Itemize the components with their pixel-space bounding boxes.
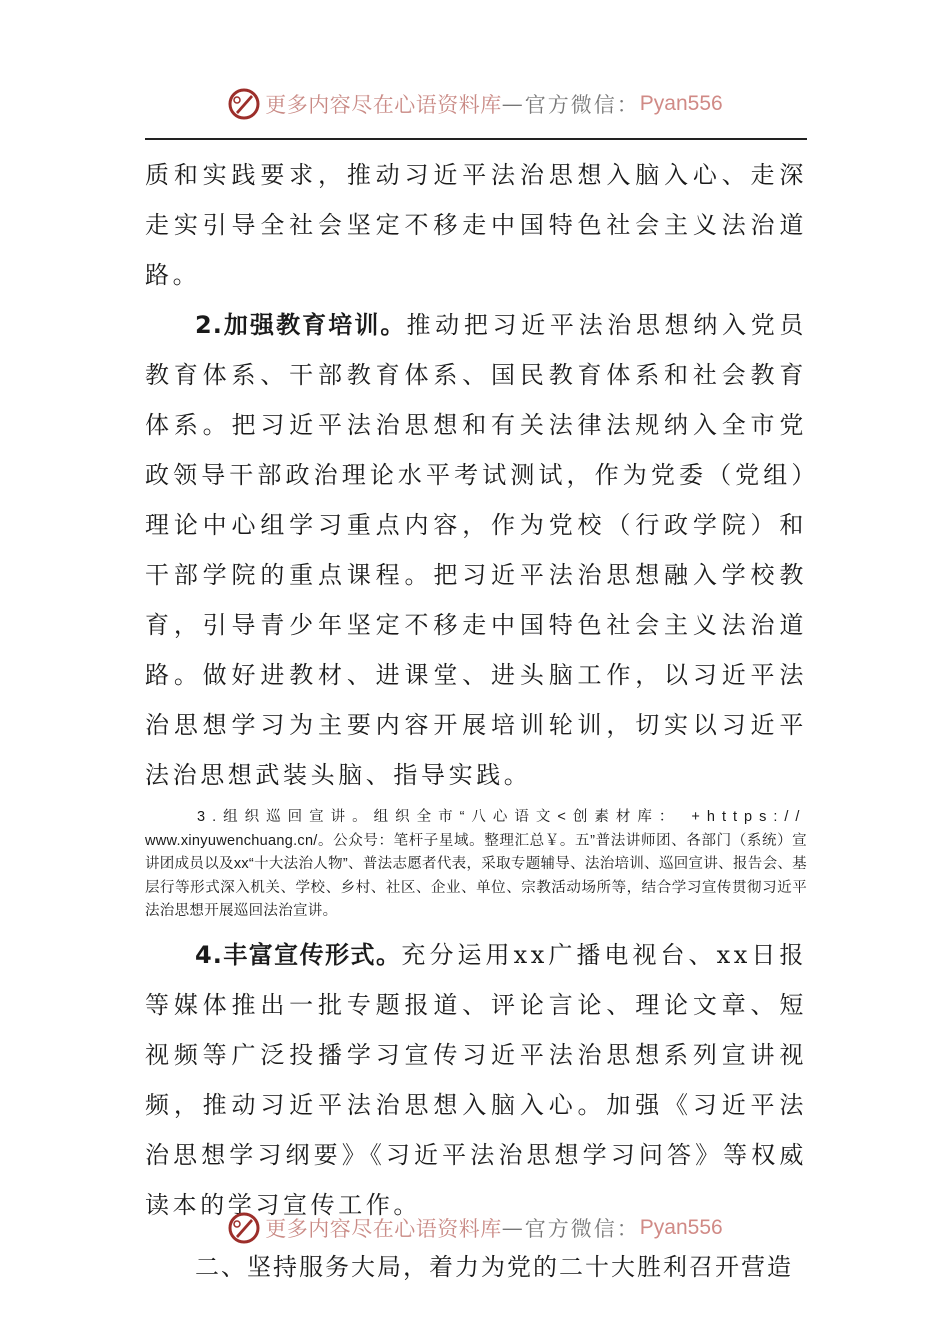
section-heading: 二、坚持服务大局，着力为党的二十大胜利召开营造 — [195, 1252, 793, 1281]
header-site-text: 更多内容尽在心语资料库 — [265, 93, 502, 117]
header-divider — [145, 138, 807, 140]
document-body — [145, 150, 807, 1292]
header-wechat-id: Pyan556 — [639, 92, 723, 115]
item-4-title: 4.丰富宣传形式。 — [195, 940, 402, 969]
page-footer — [0, 1208, 950, 1248]
footer-dash: — — [501, 1216, 525, 1240]
item-2-title: 2.加强教育培训。 — [195, 311, 407, 339]
item-4-text: 充分运用xx广播电视台、xx日报等媒体推出一批专题报道、评论言论、理论文章、短视频等广泛投播学习宣传习近平法治思想系列宣讲视频，推动习近平法治思想入脑入心。加强《习近平法治思想学习纲要》《习近平法治思想学习问答》等权威读本的学习宣传工作。 — [145, 940, 807, 1219]
header-dash: — — [501, 92, 525, 116]
quill-logo-icon — [227, 1211, 261, 1245]
paragraph-item-2 — [145, 300, 807, 800]
quill-logo-icon — [227, 87, 261, 121]
header-wechat-label: 官方微信： — [524, 93, 640, 117]
item-3-rest: www.xinyuwenchuang.cn/。公众号：笔杆子星域。整理汇总￥。五”普法讲师团、各部门（系统）宣讲团成员以及xx“十大法治人物”、普法志愿者代表，采取专题辅导、法治培训、巡回宣讲、报告会、基层行等形式深入机关、学校、乡村、社区、企业、单位、宗教活动场所等，结合学习宣传贯彻习近平法治思想开展巡回法治宣讲。 — [145, 832, 807, 919]
paragraph-item-4 — [145, 930, 807, 1230]
paragraph-item-3 — [145, 806, 807, 924]
footer-wechat-label: 官方微信： — [524, 1217, 640, 1241]
item-2-text: 推动把习近平法治思想纳入党员教育体系、干部教育体系、国民教育体系和社会教育体系。把习近平法治思想和有关法律法规纳入全市党政领导干部政治理论水平考试测试，作为党委（党组）理论中心组学习重点内容，作为党校（行政学院）和干部学院的重点课程。把习近平法治思想融入学校教育，引导青少年坚定不移走中国特色社会主义法治道路。做好进教材、进课堂、进头脑工作，以习近平法治思想学习为主要内容开展培训轮训，切实以习近平法治思想武装头脑、指导实践。 — [145, 311, 807, 789]
footer-site-text: 更多内容尽在心语资料库 — [265, 1217, 502, 1241]
footer-wechat-id: Pyan556 — [639, 1216, 723, 1239]
paragraph-continuation: 质和实践要求，推动习近平法治思想入脑入心、走深走实引导全社会坚定不移走中国特色社会主义法治道路。 — [145, 161, 807, 289]
page-header — [0, 84, 950, 124]
item-3-first-line: 3.组织巡回宣讲。组织全市“八心语文<创素材库： +https:// — [197, 809, 807, 825]
